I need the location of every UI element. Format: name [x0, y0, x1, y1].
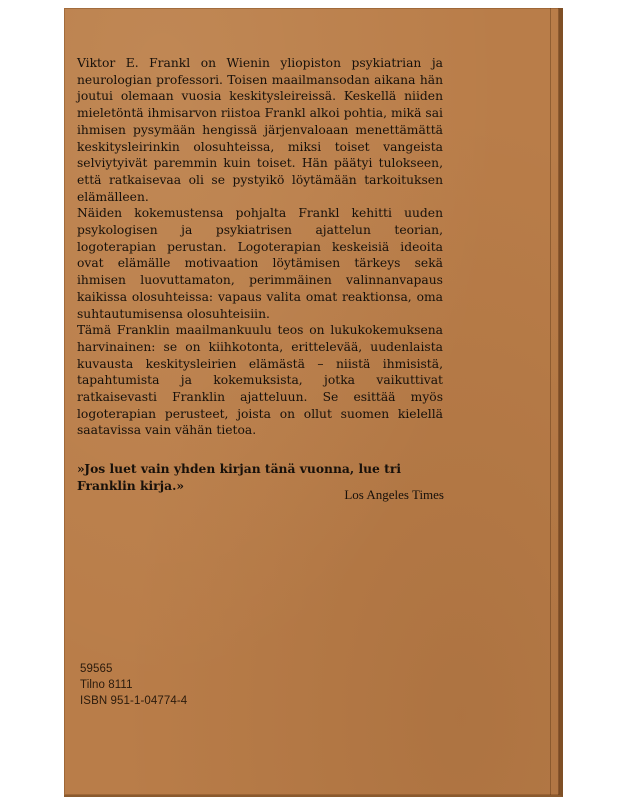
description-text [77, 55, 443, 439]
publication-codes [80, 661, 187, 709]
tilno: Tilno 8111 [80, 679, 133, 691]
description-paragraph-3: Tämä Franklin maailmankuulu teos on lukukokemuksena harvinainen: se on kiihkotonta, erittelevää, uudenlaista kuvausta keskitysleirien elämästä – niistä ihmisistä, tapahtumista ja kokemuksista, jotka vaikuttivat ratkaisevasti Franklin ajatteluun. Se esittää myös logoterapian perusteet, joista on ollut suomen kielellä saatavissa vain vähän tietoa. [77, 323, 443, 438]
description-paragraph-2: Näiden kokemustensa pohjalta Frankl kehitti uuden psykologisen ja psykiatrisen ajattelun teorian, logoterapian perustan. Logoterapian keskeisiä ideoita ovat elämälle motivaation löytämisen tärkeys sekä ihmisen luovuttamaton, perimmäinen valinnanvapaus kaikissa olosuhteissa: vapaus valita omat reaktionsa, oma suhtautumisensa olosuhteisiin. [77, 206, 443, 321]
cover-edge [550, 8, 551, 795]
catalog-number: 59565 [80, 663, 113, 675]
quote-source: Los Angeles Times [344, 487, 444, 502]
isbn: ISBN 951-1-04774-4 [80, 695, 188, 707]
description-paragraph-1: Viktor E. Frankl on Wienin yliopiston psykiatrian ja neurologian professori. Toisen maailmansodan aikana hän joutui olemaan vuosia keskitysleireissä. Keskellä niiden mieletöntä ihmisarvon riistoa Frankl alkoi pohtia, mikä sai ihmisen pysymään hengissä järjenvaloaan menettämättä keskitysleirinkin olosuhteissa, miksi toiset vangeista selviytyivät paremmin kuin toiset. Hän päätyi tulokseen, että ratkaisevaa oli se pystyikö löytämään tarkoituksen elämälleen. [77, 56, 443, 204]
review-quote: »Jos luet vain yhden kirjan tänä vuonna, lue tri Franklin kirja.» [77, 461, 401, 493]
